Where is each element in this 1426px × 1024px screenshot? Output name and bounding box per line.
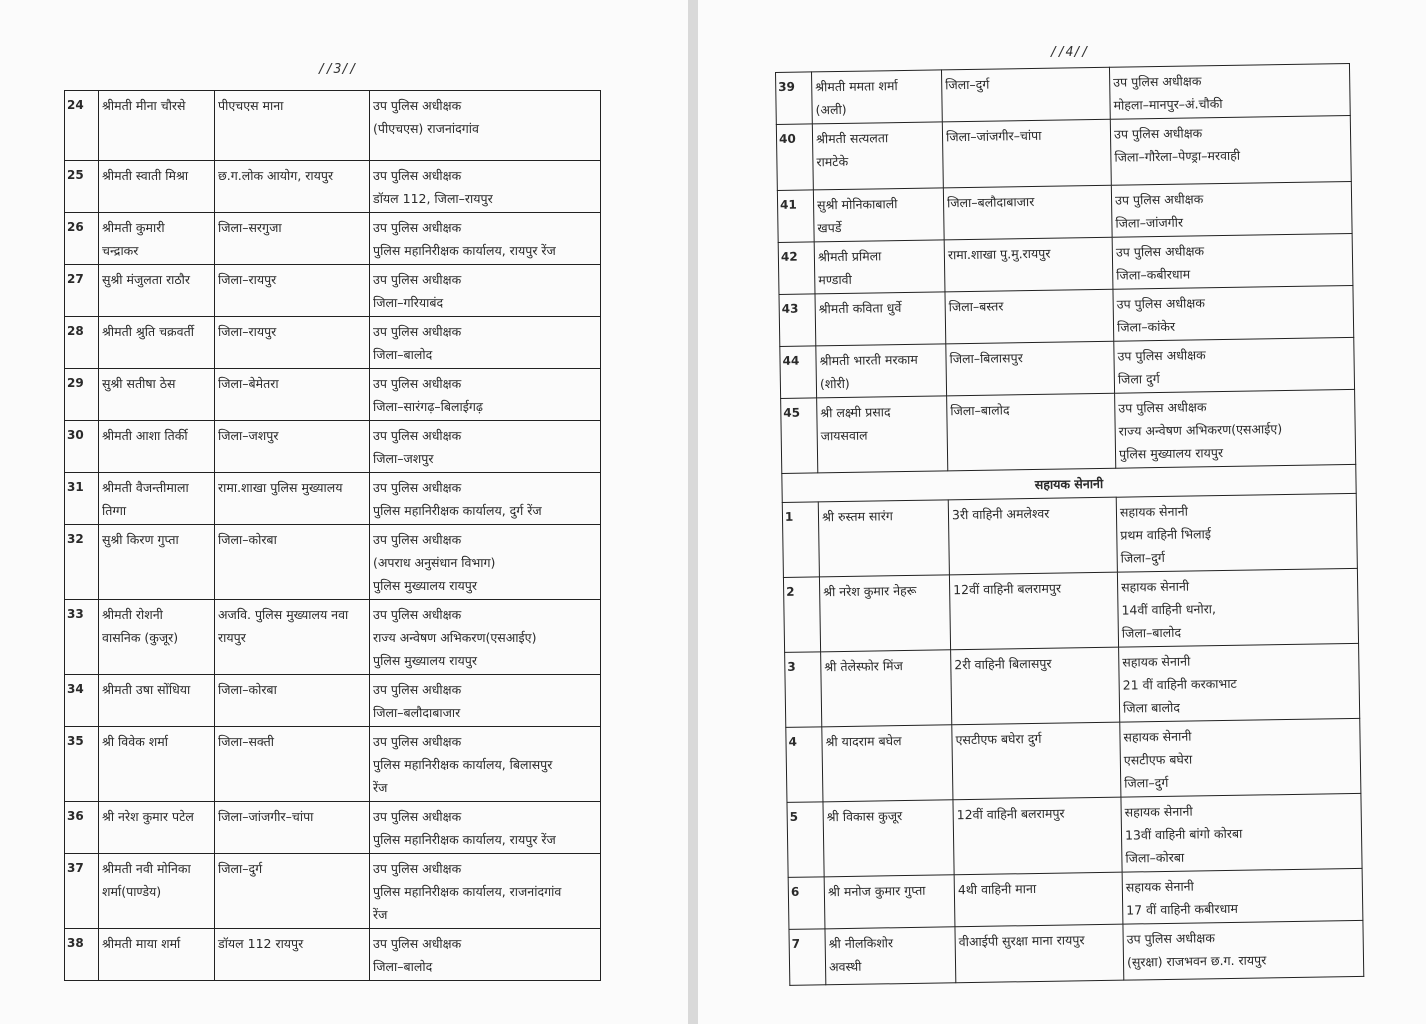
current-posting-cell: जिला–दुर्ग: [215, 854, 370, 929]
officer-name-cell: सुश्री सतीषा ठेस: [99, 369, 215, 421]
serial-number-cell: 33: [65, 600, 99, 675]
current-posting-cell: जिला–कोरबा: [215, 675, 370, 727]
officer-name-cell: श्रीमती माया शर्मा: [99, 929, 215, 981]
table-row: [65, 91, 601, 161]
serial-number-cell: 5: [787, 802, 824, 878]
officer-name-cell: श्रीमती स्वाती मिश्रा: [99, 161, 215, 213]
serial-number-cell: 26: [65, 213, 99, 265]
new-posting-cell: सहायक सेनानी 13वीं वाहिनी बांगो कोरबा जिला–कोरबा: [1121, 793, 1362, 872]
new-posting-cell: उप पुलिस अधीक्षक पुलिस महानिरीक्षक कार्यालय, दुर्ग रेंज: [370, 473, 601, 525]
table-row: [782, 493, 1357, 577]
new-posting-cell: उप पुलिस अधीक्षक (सुरक्षा) राजभवन छ.ग. रायपुर: [1123, 920, 1364, 980]
current-posting-cell: जिला–जांजगीर–चांपा: [942, 119, 1111, 188]
new-posting-cell: उप पुलिस अधीक्षक जिला–बालोद: [370, 317, 601, 369]
table-row: [65, 317, 601, 369]
officer-name-cell: श्रीमती प्रमिला मण्डावी: [814, 240, 945, 294]
officer-name-cell: श्री यादराम बघेल: [822, 725, 953, 802]
serial-number-cell: 39: [776, 72, 813, 125]
current-posting-cell: जिला–बालोद: [947, 393, 1116, 471]
officer-name-cell: श्री नीलकिशोर अवस्थी: [825, 927, 956, 985]
table-row: [65, 802, 601, 854]
officer-name-cell: श्रीमती ममता शर्मा (अली): [812, 70, 943, 124]
new-posting-cell: उप पुलिस अधीक्षक पुलिस महानिरीक्षक कार्यालय, राजनांदगांव रेंज: [370, 854, 601, 929]
current-posting-cell: वीआईपी सुरक्षा माना रायपुर: [955, 924, 1124, 983]
table-row: [785, 643, 1360, 727]
officer-name-cell: श्री नरेश कुमार नेहरू: [819, 575, 950, 652]
serial-number-cell: 6: [788, 877, 825, 930]
current-posting-cell: जिला–कोरबा: [215, 525, 370, 600]
new-posting-cell: उप पुलिस अधीक्षक पुलिस महानिरीक्षक कार्यालय, बिलासपुर रेंज: [370, 727, 601, 802]
serial-number-cell: 25: [65, 161, 99, 213]
new-posting-cell: सहायक सेनानी 17 वीं वाहिनी कबीरधाम: [1122, 868, 1363, 924]
current-posting-cell: जिला–रायपुर: [215, 265, 370, 317]
officer-name-cell: सुश्री किरण गुप्ता: [99, 525, 215, 600]
current-posting-cell: 12वीं वाहिनी बलरामपुर: [953, 797, 1122, 875]
new-posting-cell: सहायक सेनानी 21 वीं वाहिनी करकाभाट जिला बालोद: [1119, 643, 1360, 722]
serial-number-cell: 36: [65, 802, 99, 854]
new-posting-cell: उप पुलिस अधीक्षक डॉयल 112, जिला–रायपुर: [370, 161, 601, 213]
current-posting-cell: जिला–बेमेतरा: [215, 369, 370, 421]
current-posting-cell: जिला–रायपुर: [215, 317, 370, 369]
table-row: [65, 265, 601, 317]
officer-name-cell: श्रीमती सत्यलता रामटेके: [812, 122, 943, 190]
new-posting-cell: उप पुलिस अधीक्षक जिला–कबीरधाम: [1112, 233, 1353, 289]
new-posting-cell: सहायक सेनानी प्रथम वाहिनी भिलाई जिला–दुर्ग: [1116, 493, 1357, 572]
current-posting-cell: जिला–बस्तर: [945, 289, 1114, 344]
serial-number-cell: 37: [65, 854, 99, 929]
table-row: [65, 421, 601, 473]
new-posting-cell: उप पुलिस अधीक्षक राज्य अन्वेषण अभिकरण(एसआईए) पुलिस मुख्यालय रायपुर: [370, 600, 601, 675]
new-posting-cell: उप पुलिस अधीक्षक जिला–जशपुर: [370, 421, 601, 473]
table-row: [65, 473, 601, 525]
officer-name-cell: श्री लक्ष्मी प्रसाद जायसवाल: [817, 396, 948, 473]
current-posting-cell: जिला–दुर्ग: [941, 67, 1110, 122]
serial-number-cell: 32: [65, 525, 99, 600]
new-posting-cell: उप पुलिस अधीक्षक पुलिस महानिरीक्षक कार्यालय, रायपुर रेंज: [370, 213, 601, 265]
serial-number-cell: 31: [65, 473, 99, 525]
officer-name-cell: सुश्री मोनिकाबाली खपर्डे: [813, 188, 944, 242]
serial-number-cell: 30: [65, 421, 99, 473]
new-posting-cell: उप पुलिस अधीक्षक जिला–बालोद: [370, 929, 601, 981]
table-row: [787, 793, 1362, 877]
page-number: //4//: [1050, 45, 1090, 60]
officer-name-cell: श्रीमती भारती मरकाम (शोरी): [816, 344, 947, 398]
officer-name-cell: श्रीमती कुमारी चन्द्राकर: [99, 213, 215, 265]
new-posting-cell: उप पुलिस अधीक्षक मोहला–मानपुर–अं.चौकी: [1109, 63, 1350, 119]
officer-name-cell: श्रीमती नवी मोनिका शर्मा(पाण्डेय): [99, 854, 215, 929]
officer-name-cell: श्री विवेक शर्मा: [99, 727, 215, 802]
current-posting-cell: अजवि. पुलिस मुख्यालय नवा रायपुर: [215, 600, 370, 675]
table-row: [65, 600, 601, 675]
table-row: [65, 213, 601, 265]
table-row: [65, 525, 601, 600]
officer-name-cell: श्री तेलेस्फोर मिंज: [821, 650, 952, 727]
new-posting-cell: सहायक सेनानी 14वीं वाहिनी धनोरा, जिला–बालोद: [1117, 568, 1358, 647]
officer-name-cell: श्रीमती रोशनी वासनिक (कुजूर): [99, 600, 215, 675]
table-row: [788, 868, 1363, 929]
table-row: [65, 369, 601, 421]
current-posting-cell: जिला–बलौदाबाजार: [943, 185, 1112, 240]
serial-number-cell: 24: [65, 91, 99, 161]
new-posting-cell: उप पुलिस अधीक्षक जिला–गौरेला–पेण्ड्रा–मरवाही: [1110, 115, 1351, 185]
current-posting-cell: जिला–बिलासपुर: [946, 341, 1115, 396]
current-posting-cell: 2री वाहिनी बिलासपुर: [951, 647, 1120, 725]
serial-number-cell: 41: [777, 190, 814, 243]
serial-number-cell: 43: [779, 294, 816, 347]
serial-number-cell: 28: [65, 317, 99, 369]
current-posting-cell: छ.ग.लोक आयोग, रायपुर: [215, 161, 370, 213]
serial-number-cell: 4: [786, 727, 823, 803]
serial-number-cell: 45: [781, 398, 818, 474]
serial-number-cell: 29: [65, 369, 99, 421]
officer-name-cell: श्रीमती वैजन्तीमाला तिग्गा: [99, 473, 215, 525]
serial-number-cell: 38: [65, 929, 99, 981]
table-row: [65, 161, 601, 213]
current-posting-cell: रामा.शाखा पु.मु.रायपुर: [944, 237, 1113, 292]
serial-number-cell: 35: [65, 727, 99, 802]
officer-name-cell: श्रीमती मीना चौरसे: [99, 91, 215, 161]
new-posting-cell: सहायक सेनानी एसटीएफ बघेरा जिला–दुर्ग: [1120, 718, 1361, 797]
table-row: [776, 115, 1351, 190]
officer-name-cell: श्री रुस्तम सारंग: [818, 500, 949, 577]
table-row: [65, 675, 601, 727]
new-posting-cell: उप पुलिस अधीक्षक जिला–बलौदाबाजार: [370, 675, 601, 727]
current-posting-cell: जिला–जांजगीर–चांपा: [215, 802, 370, 854]
new-posting-cell: उप पुलिस अधीक्षक जिला–कांकेर: [1113, 285, 1354, 341]
current-posting-cell: 12वीं वाहिनी बलरामपुर: [949, 572, 1118, 650]
officer-name-cell: श्रीमती श्रुति चक्रवर्ती: [99, 317, 215, 369]
officer-name-cell: श्रीमती आशा तिर्की: [99, 421, 215, 473]
transfer-table-left: [64, 90, 601, 981]
table-row: [783, 568, 1358, 652]
table-row: [777, 181, 1352, 242]
serial-number-cell: 40: [776, 124, 813, 191]
officer-name-cell: श्री विकास कुजूर: [823, 800, 954, 877]
new-posting-cell: उप पुलिस अधीक्षक जिला दुर्ग: [1114, 337, 1355, 393]
officer-name-cell: श्रीमती उषा सोंधिया: [99, 675, 215, 727]
table-row: [779, 285, 1354, 346]
officer-name-cell: श्री नरेश कुमार पटेल: [99, 802, 215, 854]
serial-number-cell: 27: [65, 265, 99, 317]
current-posting-cell: 3री वाहिनी अमलेश्वर: [948, 497, 1117, 575]
table-row: [781, 389, 1356, 473]
serial-number-cell: 3: [785, 652, 822, 728]
new-posting-cell: उप पुलिस अधीक्षक पुलिस महानिरीक्षक कार्यालय, रायपुर रेंज: [370, 802, 601, 854]
document-page-left: [0, 0, 688, 1024]
current-posting-cell: जिला–जशपुर: [215, 421, 370, 473]
serial-number-cell: 34: [65, 675, 99, 727]
current-posting-cell: रामा.शाखा पुलिस मुख्यालय: [215, 473, 370, 525]
new-posting-cell: उप पुलिस अधीक्षक (अपराध अनुसंधान विभाग) पुलिस मुख्यालय रायपुर: [370, 525, 601, 600]
current-posting-cell: जिला–सरगुजा: [215, 213, 370, 265]
table-row: [65, 929, 601, 981]
current-posting-cell: 4थी वाहिनी माना: [954, 872, 1123, 927]
serial-number-cell: 7: [789, 929, 826, 986]
table-row: [780, 337, 1355, 398]
table-row: [786, 718, 1361, 802]
serial-number-cell: 1: [782, 502, 819, 578]
current-posting-cell: पीएचएस माना: [215, 91, 370, 161]
table-row: [65, 854, 601, 929]
serial-number-cell: 42: [778, 242, 815, 295]
table-row: [65, 727, 601, 802]
current-posting-cell: डॉयल 112 रायपुर: [215, 929, 370, 981]
new-posting-cell: उप पुलिस अधीक्षक जिला–गरियाबंद: [370, 265, 601, 317]
new-posting-cell: उप पुलिस अधीक्षक जिला–सारंगढ़–बिलाईगढ़: [370, 369, 601, 421]
transfer-table-right: [775, 63, 1364, 986]
new-posting-cell: उप पुलिस अधीक्षक जिला–जांजगीर: [1111, 181, 1352, 237]
serial-number-cell: 2: [783, 577, 820, 653]
current-posting-cell: जिला–सक्ती: [215, 727, 370, 802]
page-number: //3//: [318, 62, 358, 77]
table-row: [789, 920, 1364, 985]
table-row: [776, 63, 1351, 124]
table-row: [778, 233, 1353, 294]
officer-name-cell: श्री मनोज कुमार गुप्ता: [824, 875, 955, 929]
serial-number-cell: 44: [780, 346, 817, 399]
current-posting-cell: एसटीएफ बघेरा दुर्ग: [952, 722, 1121, 800]
section-title: सहायक सेनानी: [782, 464, 1356, 502]
officer-name-cell: सुश्री मंजुलता राठौर: [99, 265, 215, 317]
new-posting-cell: उप पुलिस अधीक्षक (पीएचएस) राजनांदगांव: [370, 91, 601, 161]
officer-name-cell: श्रीमती कविता धुर्वे: [815, 292, 946, 346]
new-posting-cell: उप पुलिस अधीक्षक राज्य अन्वेषण अभिकरण(एसआईए) पुलिस मुख्यालय रायपुर: [1115, 389, 1356, 468]
